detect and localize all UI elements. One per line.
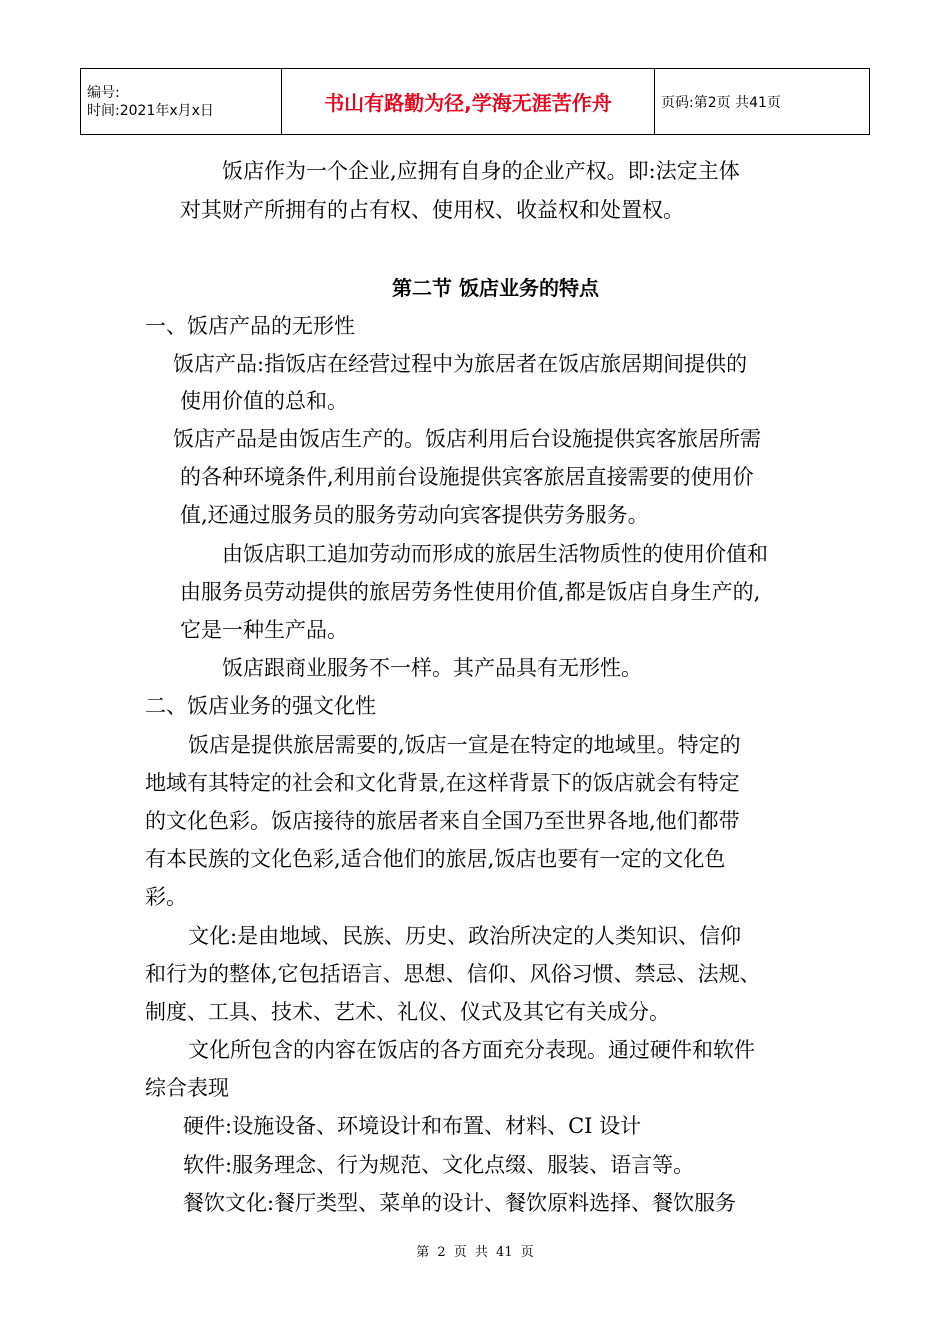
header-motto: 书山有路勤为径,学海无涯苦作舟 <box>282 69 655 135</box>
page-header <box>80 68 870 135</box>
header-meta <box>81 69 282 135</box>
subsection-heading: 一、饭店产品的无形性 <box>145 314 355 338</box>
paragraph-line: 综合表现 <box>145 1076 229 1100</box>
paragraph-line: 由饭店职工追加劳动而形成的旅居生活物质性的使用价值和 <box>222 542 768 566</box>
paragraph-line: 软件:服务理念、行为规范、文化点缀、服装、语言等。 <box>183 1153 695 1177</box>
paragraph-line: 餐饮文化:餐厅类型、菜单的设计、餐饮原料选择、餐饮服务 <box>183 1191 737 1215</box>
paragraph-line: 饭店跟商业服务不一样。其产品具有无形性。 <box>222 656 642 680</box>
paragraph-line: 值,还通过服务员的服务劳动向宾客提供劳务服务。 <box>180 503 649 527</box>
paragraph-line: 使用价值的总和。 <box>180 389 348 413</box>
paragraph-line: 饭店产品:指饭店在经营过程中为旅居者在饭店旅居期间提供的 <box>173 352 748 376</box>
paragraph-line: 的各种环境条件,利用前台设施提供宾客旅居直接需要的使用价 <box>180 465 754 489</box>
paragraph-line: 硬件:设施设备、环境设计和布置、材料、CI 设计 <box>183 1114 642 1138</box>
paragraph-line: 地域有其特定的社会和文化背景,在这样背景下的饭店就会有特定 <box>145 771 740 795</box>
paragraph-line: 文化:是由地域、民族、历史、政治所决定的人类知识、信仰 <box>188 924 742 948</box>
paragraph-line: 饭店产品是由饭店生产的。饭店利用后台设施提供宾客旅居所需 <box>173 427 761 451</box>
paragraph-line: 它是一种生产品。 <box>180 618 348 642</box>
section-heading: 第二节 饭店业务的特点 <box>392 276 599 300</box>
paragraph-line: 饭店作为一个企业,应拥有自身的企业产权。即:法定主体 <box>222 159 740 183</box>
paragraph-line: 的文化色彩。饭店接待的旅居者来自全国乃至世界各地,他们都带 <box>145 809 740 833</box>
page-footer: 第 2 页 共 41 页 <box>416 1245 534 1260</box>
paragraph-line: 和行为的整体,它包括语言、思想、信仰、风俗习惯、禁忌、法规、 <box>145 962 761 986</box>
header-page-info: 页码:第2页 共41页 <box>655 69 870 135</box>
document-time-label: 时间:2021年x月x日 <box>87 102 214 119</box>
subsection-heading: 二、饭店业务的强文化性 <box>145 694 376 718</box>
paragraph-line: 文化所包含的内容在饭店的各方面充分表现。通过硬件和软件 <box>188 1038 755 1062</box>
paragraph-line: 有本民族的文化色彩,适合他们的旅居,饭店也要有一定的文化色 <box>145 847 726 871</box>
paragraph-line: 制度、工具、技术、艺术、礼仪、仪式及其它有关成分。 <box>145 1000 670 1024</box>
document-number-label: 编号: <box>87 84 120 101</box>
paragraph-line: 对其财产所拥有的占有权、使用权、收益权和处置权。 <box>180 198 684 222</box>
paragraph-line: 由服务员劳动提供的旅居劳务性使用价值,都是饭店自身生产的, <box>180 580 761 604</box>
paragraph-line: 饭店是提供旅居需要的,饭店一宣是在特定的地域里。特定的 <box>188 733 741 757</box>
paragraph-line: 彩。 <box>145 885 187 909</box>
